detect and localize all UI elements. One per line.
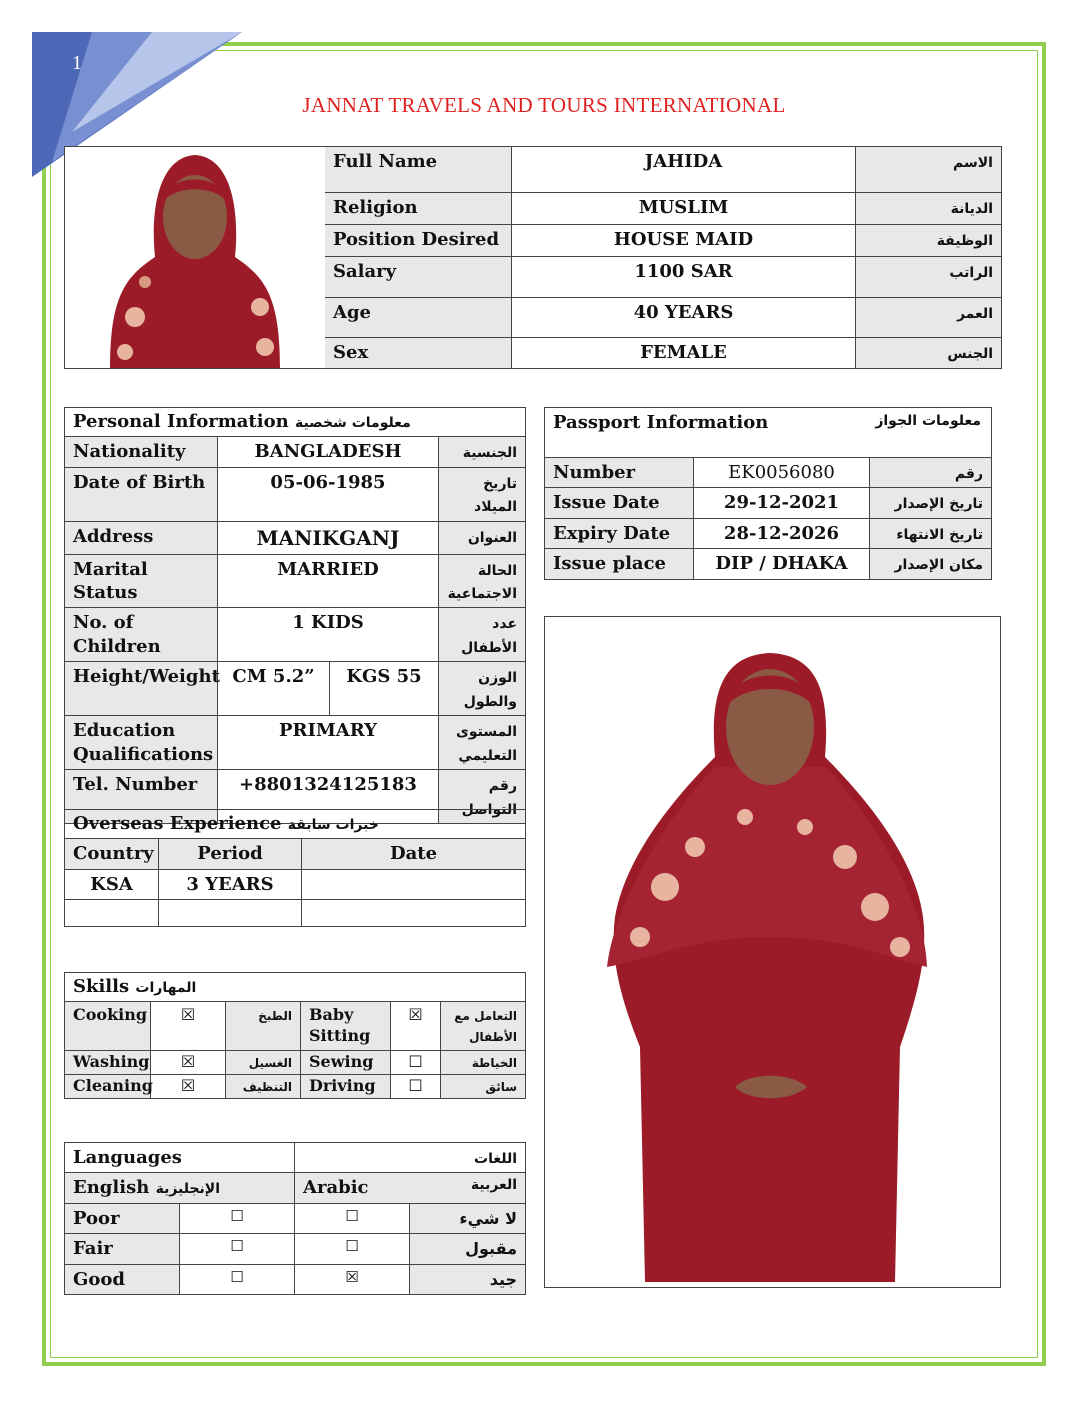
languages-header-en: Languages (65, 1143, 295, 1173)
passport-value: DIP / DHAKA (694, 549, 870, 579)
experience-col-period: Period (159, 839, 302, 869)
passport-table (544, 407, 992, 580)
languages-header-ar: اللغات (474, 1151, 518, 1167)
personal-info-table (64, 407, 526, 824)
skill-arabic: الغسيل (248, 1055, 292, 1070)
personal-arabic: عدد الأطفال (461, 616, 518, 656)
arabic-level-checkbox[interactable]: ☒ (295, 1264, 410, 1294)
personal-label: Height/Weight (65, 662, 218, 716)
languages-table (64, 1142, 526, 1295)
summary-arabic: الاسم (953, 155, 993, 171)
english-level-checkbox[interactable]: ☐ (180, 1203, 295, 1233)
skill-checkbox[interactable]: ☒ (391, 1002, 441, 1051)
summary-arabic: الديانة (950, 201, 993, 218)
language-arabic-en: Arabic (303, 1177, 369, 1199)
passport-header-ar: معلومات الجواز (875, 413, 982, 429)
summary-label: Salary (325, 257, 512, 297)
full-body-photo-frame (544, 616, 1001, 1288)
skills-table (64, 972, 526, 1099)
personal-value: +8801324125183 (218, 770, 439, 824)
experience-date (302, 869, 526, 899)
summary-value: HOUSE MAID (512, 225, 856, 257)
skills-header-ar: المهارات (135, 980, 197, 996)
personal-label: Marital Status (65, 554, 218, 608)
personal-label: Tel. Number (65, 770, 218, 824)
personal-value: MANIKGANJ (218, 521, 439, 554)
level-label: Fair (65, 1234, 180, 1264)
skill-label: Baby Sitting (301, 1002, 391, 1051)
passport-value: EK0056080 (694, 458, 870, 488)
personal-value: BANGLADESH (218, 437, 439, 467)
skill-arabic: التنظيف (242, 1079, 292, 1094)
personal-label: Nationality (65, 437, 218, 467)
passport-label: Number (545, 458, 694, 488)
summary-value: 1100 SAR (512, 257, 856, 297)
personal-arabic: العنوان (467, 529, 518, 546)
summary-value: MUSLIM (512, 193, 856, 225)
summary-value: FEMALE (512, 337, 856, 368)
experience-date (302, 900, 526, 927)
skill-arabic: الخياطة (471, 1055, 518, 1070)
skill-label: Washing (65, 1050, 151, 1074)
passport-value: 28-12-2026 (694, 518, 870, 548)
level-label: Good (65, 1264, 180, 1294)
summary-label: Age (325, 297, 512, 337)
experience-header-en: Overseas Experience (73, 813, 282, 834)
summary-arabic: الوظيفة (936, 233, 993, 250)
passport-arabic: رقم (954, 466, 984, 482)
summary-arabic: الراتب (949, 265, 993, 282)
summary-label: Religion (325, 193, 512, 225)
level-arabic: لا شيء (459, 1208, 518, 1228)
summary-arabic: العمر (956, 305, 993, 322)
summary-label: Full Name (325, 147, 512, 193)
personal-arabic: المستوى التعليمي (456, 724, 518, 764)
personal-arabic: الوزن والطول (463, 670, 518, 710)
skill-label: Sewing (301, 1050, 391, 1074)
skill-label: Cleaning (65, 1074, 151, 1098)
language-arabic-ar: العربية (470, 1177, 518, 1194)
personal-info-header (65, 408, 526, 437)
weight-value: KGS 55 (330, 662, 439, 716)
arabic-level-checkbox[interactable]: ☐ (295, 1234, 410, 1264)
experience-period (159, 900, 302, 927)
skills-header (65, 973, 526, 1002)
personal-label: Date of Birth (65, 467, 218, 521)
skill-arabic: التعامل مع الأطفال (454, 1009, 518, 1045)
portrait-cell (65, 147, 325, 369)
personal-arabic: الجنسية (462, 445, 518, 462)
height-value: CM 5.2” (218, 662, 330, 716)
skills-header-en: Skills (73, 976, 130, 997)
summary-label: Sex (325, 337, 512, 368)
skill-label: Driving (301, 1074, 391, 1098)
personal-arabic: الحالة الاجتماعية (447, 562, 518, 602)
experience-country (65, 900, 159, 927)
skill-label: Cooking (65, 1002, 151, 1051)
passport-arabic: تاريخ الإصدار (894, 496, 984, 513)
page-number: 1 (72, 52, 82, 74)
passport-arabic: مكان الإصدار (894, 557, 984, 574)
passport-label: Expiry Date (545, 518, 694, 548)
skill-arabic: الطبخ (258, 1009, 292, 1024)
experience-col-date: Date (302, 839, 526, 869)
english-level-checkbox[interactable]: ☐ (180, 1234, 295, 1264)
experience-table (64, 809, 526, 927)
personal-arabic: رقم التواصل (461, 778, 518, 818)
arabic-level-checkbox[interactable]: ☐ (295, 1203, 410, 1233)
experience-col-country: Country (65, 839, 159, 869)
english-level-checkbox[interactable]: ☐ (180, 1264, 295, 1294)
personal-value: PRIMARY (218, 716, 439, 770)
skill-checkbox[interactable]: ☒ (151, 1074, 226, 1098)
full-body-photo (545, 617, 1001, 1288)
skill-checkbox[interactable]: ☐ (391, 1074, 441, 1098)
personal-info-header-ar: معلومات شخصية (294, 415, 411, 431)
experience-period: 3 YEARS (159, 869, 302, 899)
language-arabic (295, 1173, 526, 1203)
language-english (65, 1173, 295, 1203)
language-english-ar: الإنجليزية (155, 1181, 221, 1198)
skill-arabic: سائق (485, 1079, 518, 1094)
level-arabic: مقبول (465, 1239, 518, 1259)
experience-header (65, 810, 526, 839)
company-title: JANNAT TRAVELS AND TOURS INTERNATIONAL (302, 93, 786, 117)
passport-arabic: تاريخ الانتهاء (896, 526, 984, 543)
personal-arabic: تاريخ الميلاد (474, 475, 518, 516)
level-label: Poor (65, 1203, 180, 1233)
summary-table (64, 146, 1002, 369)
personal-value: MARRIED (218, 554, 439, 608)
passport-header (545, 408, 992, 458)
personal-value: 1 KIDS (218, 608, 439, 662)
language-english-en: English (73, 1177, 150, 1199)
summary-label: Position Desired (325, 225, 512, 257)
passport-header-en: Passport Information (553, 412, 769, 433)
portrait-photo (65, 147, 325, 368)
skill-checkbox[interactable]: ☒ (151, 1002, 226, 1051)
personal-label: No. of Children (65, 608, 218, 662)
level-arabic: جيد (489, 1269, 518, 1289)
summary-value: 40 YEARS (512, 297, 856, 337)
passport-value: 29-12-2021 (694, 488, 870, 518)
personal-label: Education Qualifications (65, 716, 218, 770)
passport-label: Issue Date (545, 488, 694, 518)
summary-arabic: الجنس (947, 345, 993, 362)
personal-value: 05-06-1985 (218, 467, 439, 521)
passport-label: Issue place (545, 549, 694, 579)
personal-label: Address (65, 521, 218, 554)
skill-checkbox[interactable]: ☒ (151, 1050, 226, 1074)
experience-header-ar: خبرات سابقة (287, 817, 379, 833)
personal-info-header-en: Personal Information (73, 411, 289, 432)
experience-country: KSA (65, 869, 159, 899)
summary-value: JAHIDA (512, 147, 856, 193)
skill-checkbox[interactable]: ☐ (391, 1050, 441, 1074)
